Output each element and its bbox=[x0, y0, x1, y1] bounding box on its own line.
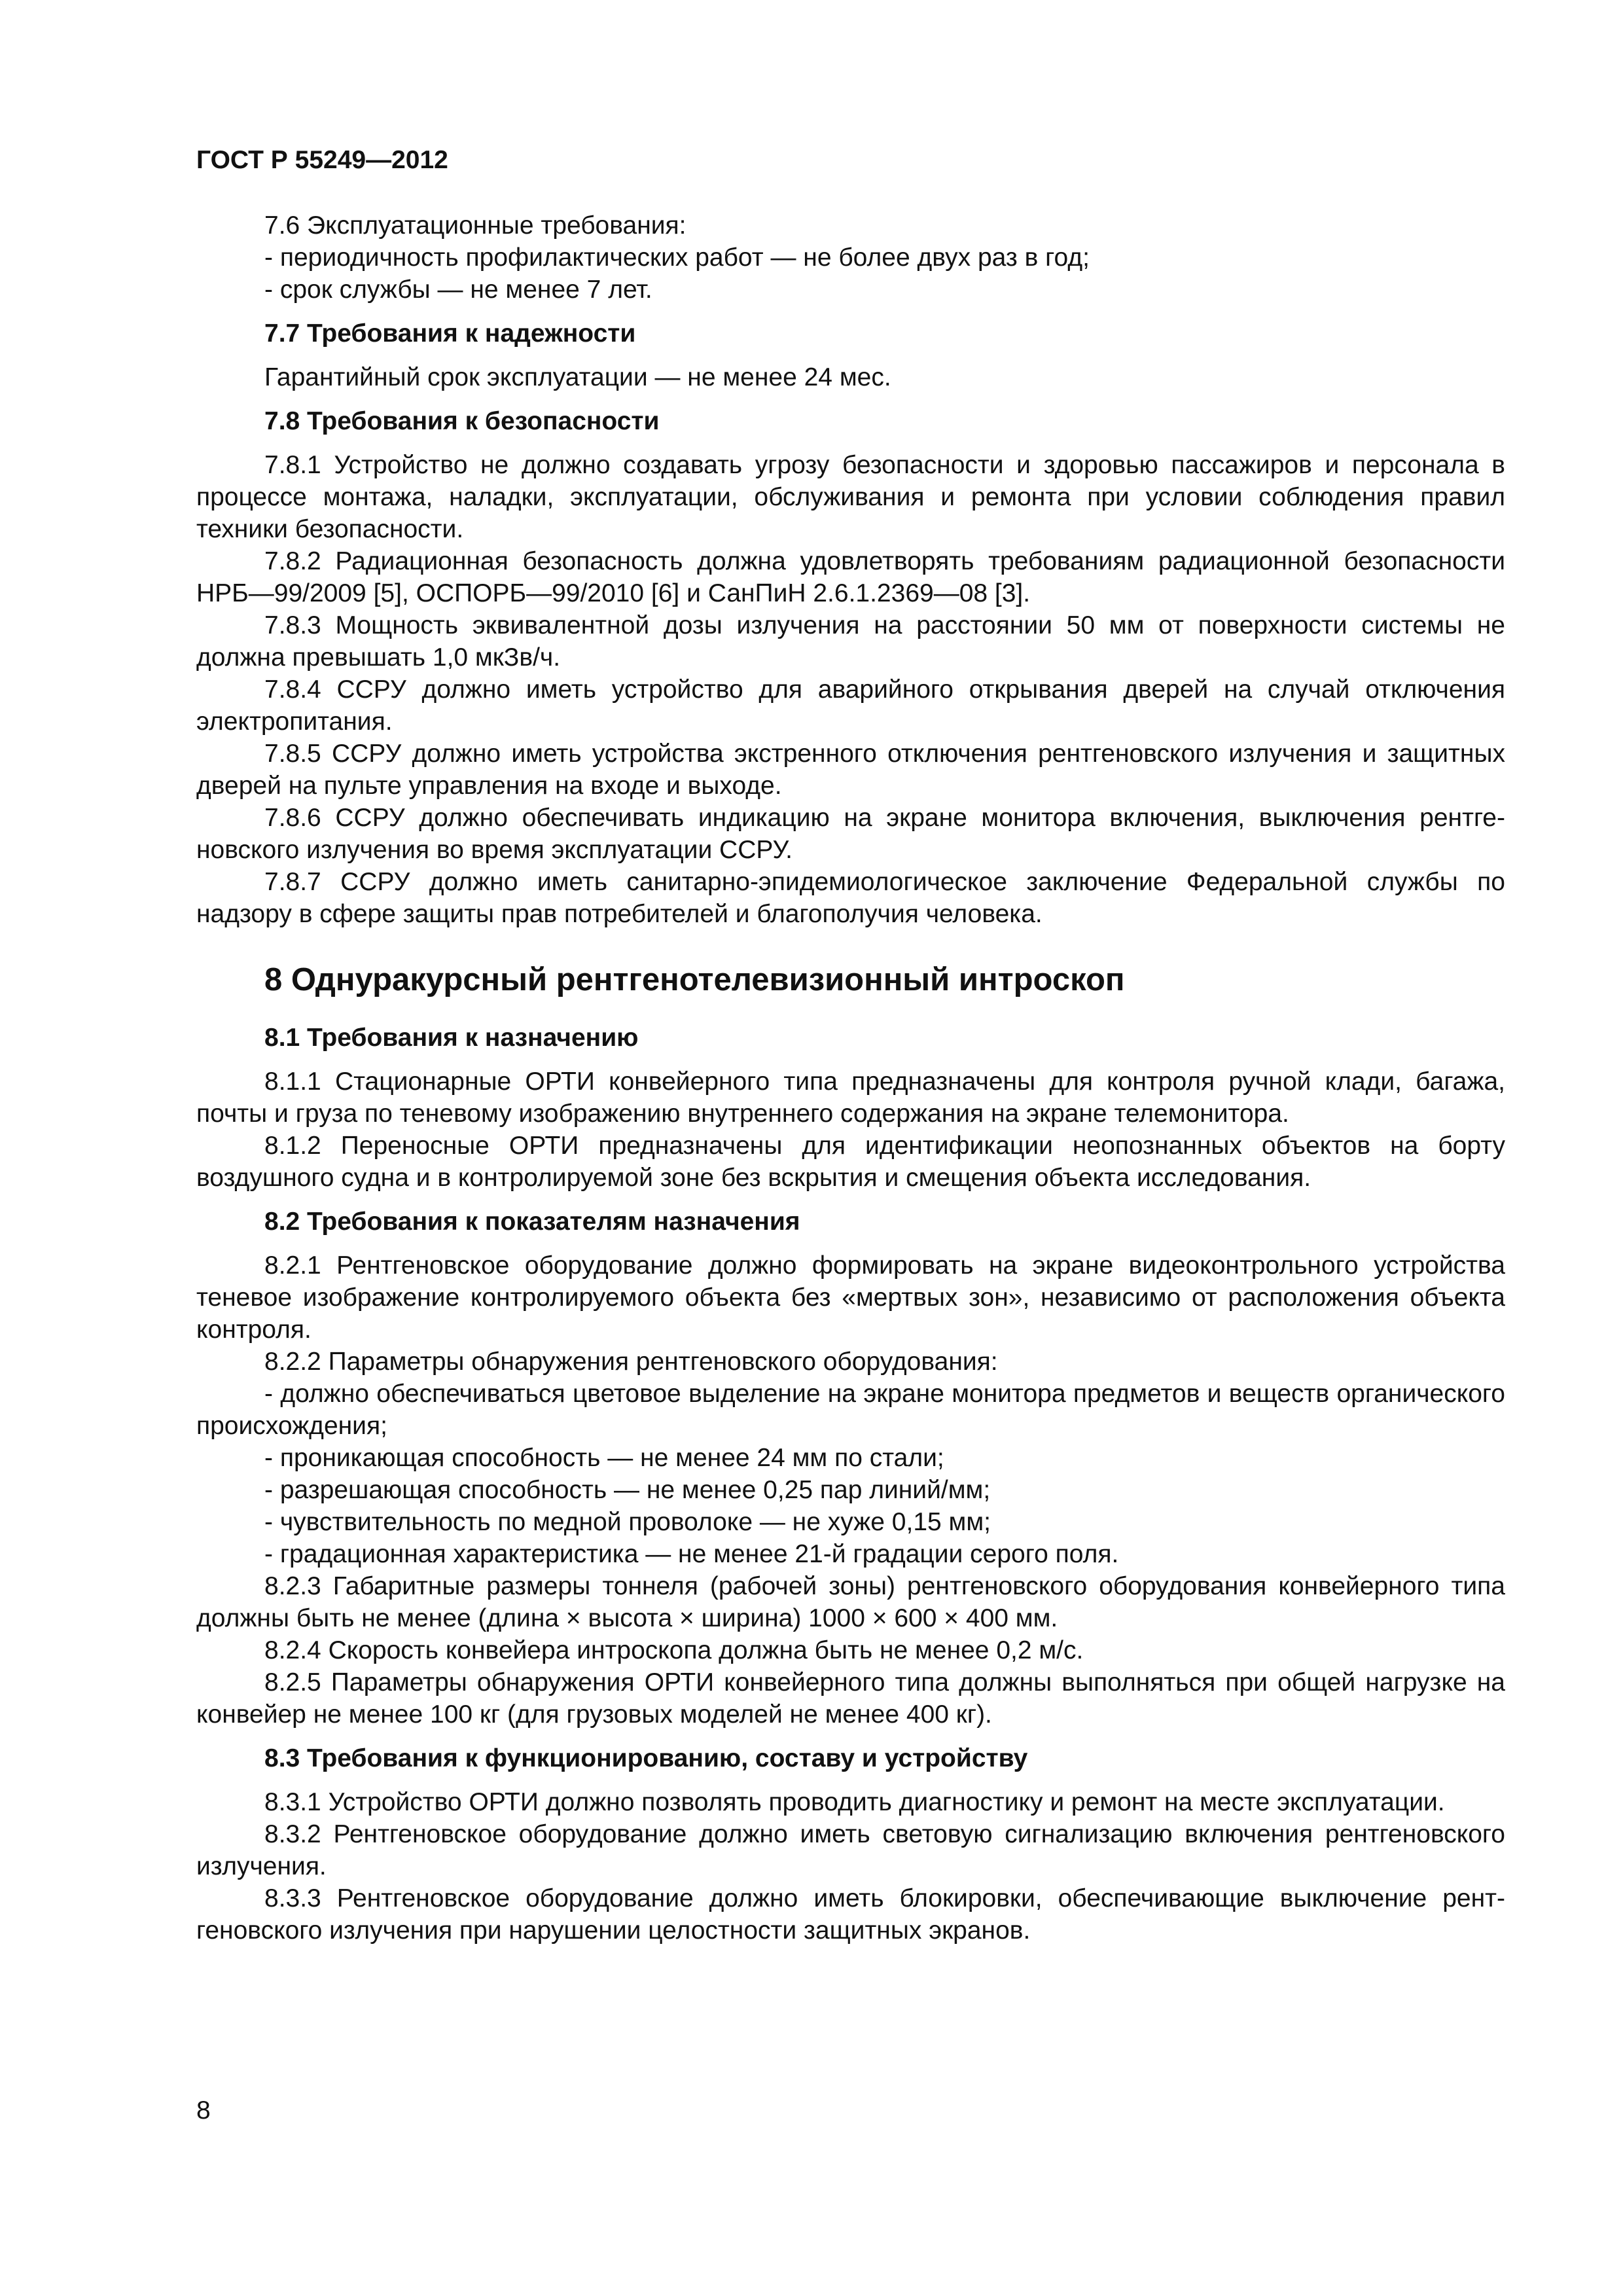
paragraph-7-8-6: 7.8.6 ССРУ должно обеспечивать индикацию на экране монитора включения, выключения рентгеновского излучения во время эксплуатации ССРУ. bbox=[196, 804, 1505, 864]
section-8-3-heading: 8.3 Требования к функционированию, составу и устройству bbox=[264, 1744, 1028, 1772]
section-8-2-heading: 8.2 Требования к показателям назначения bbox=[264, 1208, 800, 1236]
list-item: - разрешающая способность — не менее 0,25 пар линий/мм; bbox=[264, 1476, 991, 1504]
list-item: - должно обеспечиваться цветовое выделение на экране монитора предметов и веществ органического происхождения; bbox=[196, 1380, 1505, 1440]
section-7-8-heading: 7.8 Требования к безопасности bbox=[264, 407, 660, 435]
section-8-1-heading: 8.1 Требования к назначению bbox=[264, 1024, 639, 1052]
list-item: - срок службы — не менее 7 лет. bbox=[264, 276, 652, 304]
document-page bbox=[196, 144, 1505, 1946]
list-item: - градационная характеристика — не менее 21-й градации серого поля. bbox=[264, 1540, 1119, 1568]
list-item: - проникающая способность — не менее 24 мм по стали; bbox=[264, 1444, 944, 1472]
paragraph-7-8-5: 7.8.5 ССРУ должно иметь устройства экстренного отключения рентгеновского излучения и защитных дверей на пульте управления на входе и выходе. bbox=[196, 740, 1505, 800]
paragraph-8-2-5: 8.2.5 Параметры обнаружения ОРТИ конвейерного типа должны выполняться при общей нагрузке на конвейер не менее 100 кг (для грузовых моделей не менее 400 кг). bbox=[196, 1668, 1505, 1729]
paragraph-7-8-1: 7.8.1 Устройство не должно создавать угрозу безопасности и здоровью пассажиров и персонала в процессе монтажа, наладки, эксплуатации, обслуживания и ремонта при условии соблюдения правил техники безопасности. bbox=[196, 451, 1505, 543]
paragraph-7-8-7: 7.8.7 ССРУ должно иметь санитарно-эпидемиологическое заключение Федеральной службы по надзору в сфере защиты прав потребителей и благополучия человека. bbox=[196, 868, 1505, 928]
document-header: ГОСТ Р 55249—2012 bbox=[196, 146, 448, 174]
section-7-7-text: Гарантийный срок эксплуатации — не менее 24 мес. bbox=[264, 363, 891, 391]
paragraph-8-2-3: 8.2.3 Габаритные размеры тоннеля (рабочей зоны) рентгеновского оборудования конвейерного типа должны быть не менее (длина × высота × ширина) 1000 × 600 × 400 мм. bbox=[196, 1572, 1505, 1632]
section-7-7-heading: 7.7 Требования к надежности bbox=[264, 319, 636, 348]
paragraph-7-8-2: 7.8.2 Радиационная безопасность должна удовлетворять требованиям радиационной безопасности НРБ—99/2009 [5], ОСПОРБ—99/2010 [6] и СанПиН 2.6.1.2369—08 [3]. bbox=[196, 547, 1505, 607]
paragraph-8-1-1: 8.1.1 Стационарные ОРТИ конвейерного типа предназначены для контроля ручной клади, багажа, почты и груза по теневому изображению внутреннего содержания на экране телемонитора. bbox=[196, 1067, 1505, 1128]
paragraph-8-1-2: 8.1.2 Переносные ОРТИ предназначены для идентификации неопознанных объектов на борту воздушного судна и в контролируемой зоне без вскрытия и смещения объекта исследования. bbox=[196, 1132, 1505, 1192]
paragraph-8-3-1: 8.3.1 Устройство ОРТИ должно позволять проводить диагностику и ремонт на месте эксплуатации. bbox=[264, 1788, 1445, 1816]
paragraph-7-8-4: 7.8.4 ССРУ должно иметь устройство для аварийного открывания дверей на случай отключения электропитания. bbox=[196, 675, 1505, 736]
list-item: - чувствительность по медной проволоке — не хуже 0,15 мм; bbox=[264, 1508, 991, 1536]
paragraph-8-3-3: 8.3.3 Рентгеновское оборудование должно иметь блокировки, обеспечивающие выключение рентгеновского излучения при нарушении целостности защитных экранов. bbox=[196, 1884, 1505, 1945]
paragraph-8-2-4: 8.2.4 Скорость конвейера интроскопа должна быть не менее 0,2 м/с. bbox=[264, 1636, 1084, 1664]
paragraph-8-2-1: 8.2.1 Рентгеновское оборудование должно формировать на экране видеоконтрольного устройства теневое изображение контролируемого объекта без «мертвых зон», независимо от расположения объекта контроля. bbox=[196, 1251, 1505, 1344]
section-8-heading: 8 Однуракурсный рентгенотелевизионный интроскоп bbox=[264, 962, 1125, 997]
paragraph-7-8-3: 7.8.3 Мощность эквивалентной дозы излучения на расстоянии 50 мм от поверхности системы не должна превышать 1,0 мкЗв/ч. bbox=[196, 611, 1505, 672]
section-7-6-intro: 7.6 Эксплуатационные требования: bbox=[264, 211, 687, 240]
paragraph-8-3-2: 8.3.2 Рентгеновское оборудование должно иметь световую сигнализацию включения рентгеновского излучения. bbox=[196, 1820, 1505, 1880]
list-item: - периодичность профилактических работ — не более двух раз в год; bbox=[264, 243, 1090, 272]
paragraph-8-2-2: 8.2.2 Параметры обнаружения рентгеновского оборудования: bbox=[264, 1348, 998, 1376]
page-number: 8 bbox=[196, 2096, 211, 2125]
